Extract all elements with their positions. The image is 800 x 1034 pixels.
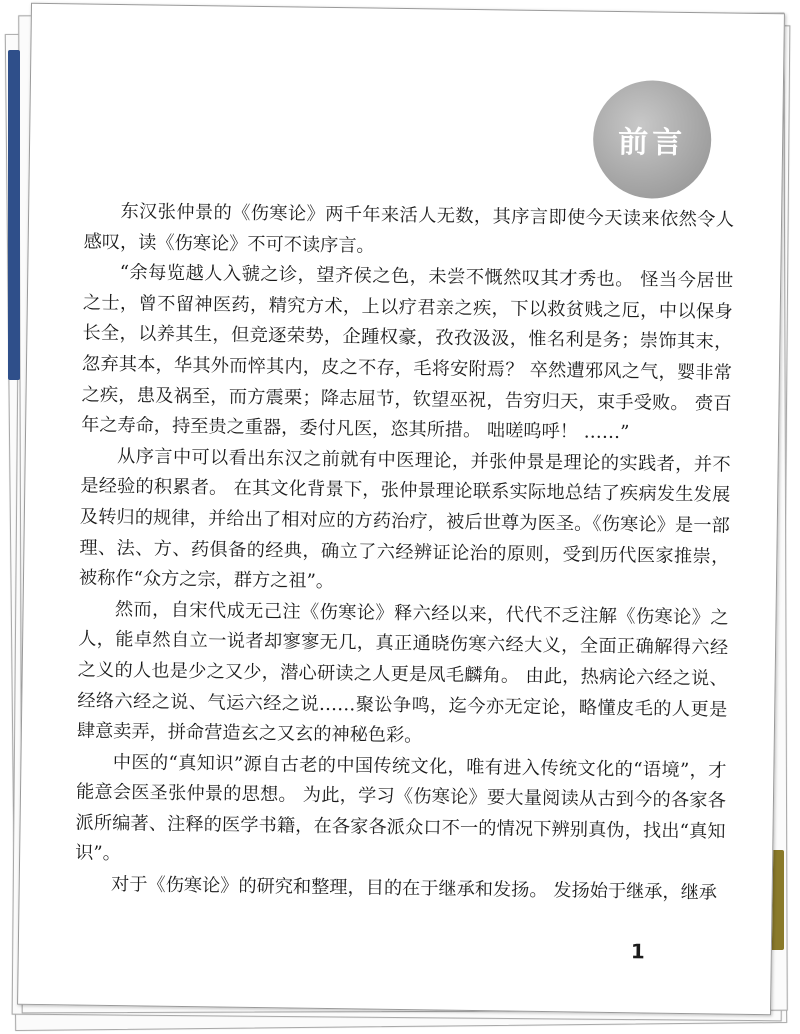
paragraph-background: 从序言中可以看出东汉之前就有中医理论，并张仲景是理论的实践者，并不是经验的积累者。 在其文化背景下，张仲景理论联系实际地总结了疾病发生发展及转归的规律，并给出了相对应的方药治疗，被后世尊为医圣。《伤寒论》是一部理、法、方、药俱备的经典，确立了六经辨证论治的原则，受到历代医家推崇，被称作“众方之宗，群方之祖”。 — [78, 445, 731, 593]
preface-badge — [592, 80, 712, 200]
document-page — [17, 3, 785, 1015]
paragraph-purpose: 对于《伤寒论》的研究和整理，目的在于继承和发扬。 发扬始于继承，继承 — [110, 874, 718, 904]
paragraph-history: 然而，自宋代成无己注《伤寒论》释六经以来，代代不乏注解《伤寒论》之人，能卓然自立一说者却寥寥无几，真正通晓伤寒六经大义，全面正确解得六经之义的人也是少之又少，潜心研读之人更是凤毛麟角。 由此，热病论六经之说、经络六经之说、气运六经之说……聚讼争鸣，迄今亦无定论，略懂皮毛的人更是肆意卖弄，拼命营造玄之又玄的神秘色彩。 — [76, 598, 729, 747]
page-number: 1 — [630, 939, 645, 964]
preface-body — [75, 197, 735, 910]
paragraph-true-knowledge: 中医的“真知识”源自古老的中国传统文化，唯有进入传统文化的“语境”，才能意会医圣张仲景的思想。 为此，学习《伤寒论》要大量阅读从古到今的各家各派所编著、注释的医学书籍，在各家各派众口不一的情况下辨别真伪，找出“真知识”。 — [75, 751, 727, 865]
book-edge-blue — [8, 50, 20, 380]
paragraph-intro: 东汉张仲景的《伤寒论》两千年来活人无数，其序言即使今天读来依然令人感叹，读《伤寒论》不可不读序言。 — [83, 201, 735, 257]
paragraph-quote: “余每览越人入虢之诊，望齐侯之色，未尝不慨然叹其才秀也。 怪当今居世之士，曾不留神医药，精究方术，上以疗君亲之疾，下以救贫贱之厄，中以保身长全，以养其生，但竞逐荣势，企踵权豪，孜孜汲汲，惟名利是务；崇饰其末，忽弃其本，华其外而悴其内，皮之不存，毛将安附焉？ 卒然遭邪风之气，婴非常之疾，患及祸至，而方震栗；降志屈节，钦望巫祝，告穷归天，束手受败。 赍百年之寿命，持至贵之重器，委付凡医，恣其所措。 咄嗟呜呼！ ……” — [80, 262, 734, 444]
preface-title: 前言 — [617, 124, 687, 161]
